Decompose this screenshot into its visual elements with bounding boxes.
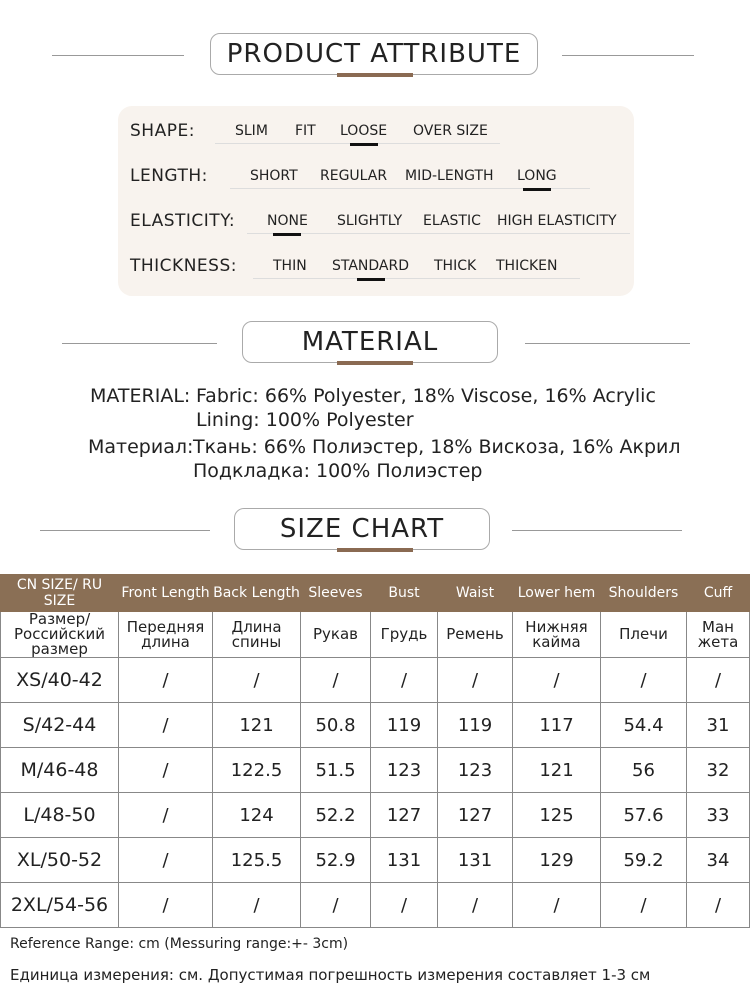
table-cell: 125.5 xyxy=(213,838,301,883)
table-cell: 127 xyxy=(438,793,513,838)
attribute-option: ELASTIC xyxy=(423,213,481,229)
table-cell: Waist xyxy=(438,575,513,612)
size-cell: L/48-50 xyxy=(1,793,119,838)
table-cell: / xyxy=(687,658,750,703)
table-row xyxy=(1,748,750,793)
table-row xyxy=(1,658,750,703)
attribute-option: HIGH ELASTICITY xyxy=(497,213,617,229)
table-cell: 34 xyxy=(687,838,750,883)
table-cell: 121 xyxy=(513,748,601,793)
attribute-option: OVER SIZE xyxy=(413,123,488,139)
attribute-option-selected: LOOSE xyxy=(340,123,388,139)
attribute-option-selected: NONE xyxy=(267,213,308,229)
attribute-label: ELASTICITY: xyxy=(130,211,236,231)
size-cell: XL/50-52 xyxy=(1,838,119,883)
table-cell: / xyxy=(371,658,438,703)
table-cell: Sleeves xyxy=(301,575,371,612)
table-cell: / xyxy=(513,658,601,703)
attribute-row xyxy=(130,211,617,231)
attribute-option: THICK xyxy=(434,258,477,274)
table-cell: / xyxy=(438,658,513,703)
table-cell: 32 xyxy=(687,748,750,793)
table-header-en xyxy=(1,575,750,612)
table-cell: 51.5 xyxy=(301,748,371,793)
attribute-option: MID-LENGTH xyxy=(405,168,494,184)
product-attribute-title xyxy=(0,33,750,77)
table-cell: / xyxy=(119,703,213,748)
table-cell: 127 xyxy=(371,793,438,838)
table-cell: / xyxy=(601,658,687,703)
table-cell: 122.5 xyxy=(213,748,301,793)
table-cell: / xyxy=(687,883,750,928)
material-en-label: MATERIAL: xyxy=(90,385,191,407)
section-heading: SIZE CHART xyxy=(234,508,490,550)
attribute-label: LENGTH: xyxy=(130,166,208,186)
table-cell: Ман жета xyxy=(687,612,750,658)
attribute-option-selected: LONG xyxy=(517,168,557,184)
attribute-option: SLIGHTLY xyxy=(337,213,403,229)
table-cell: Длина спины xyxy=(213,612,301,658)
table-cell: 121 xyxy=(213,703,301,748)
table-cell: 129 xyxy=(513,838,601,883)
size-cell: M/46-48 xyxy=(1,748,119,793)
material-en-lining: Lining: 100% Polyester xyxy=(196,409,414,431)
table-cell: / xyxy=(119,748,213,793)
attribute-option: SHORT xyxy=(250,168,298,184)
table-cell: / xyxy=(119,658,213,703)
table-row xyxy=(1,838,750,883)
section-heading: PRODUCT ATTRIBUTE xyxy=(210,33,538,75)
attribute-row xyxy=(130,121,488,141)
table-cell: / xyxy=(213,883,301,928)
table-cell: Плечи xyxy=(601,612,687,658)
size-chart-table xyxy=(0,574,750,928)
table-cell: / xyxy=(601,883,687,928)
material-ru-fabric: Ткань: 66% Полиэстер, 18% Вискоза, 16% Акрил xyxy=(193,436,681,458)
table-cell: / xyxy=(301,883,371,928)
table-cell: Ремень xyxy=(438,612,513,658)
section-heading: MATERIAL xyxy=(242,321,498,363)
table-cell: Back Length xyxy=(213,575,301,612)
table-cell: Грудь xyxy=(371,612,438,658)
attribute-option: REGULAR xyxy=(320,168,388,184)
table-cell: / xyxy=(371,883,438,928)
table-cell: 50.8 xyxy=(301,703,371,748)
table-cell: Передняя длина xyxy=(119,612,213,658)
size-cell: XS/40-42 xyxy=(1,658,119,703)
table-cell: 119 xyxy=(371,703,438,748)
table-cell: / xyxy=(213,658,301,703)
table-cell: Shoulders xyxy=(601,575,687,612)
table-cell: 123 xyxy=(371,748,438,793)
table-cell: / xyxy=(119,838,213,883)
table-cell: 131 xyxy=(371,838,438,883)
size-cell: CN SIZE/ RU SIZE xyxy=(1,575,119,612)
table-cell: 52.9 xyxy=(301,838,371,883)
table-cell: 117 xyxy=(513,703,601,748)
table-cell: 123 xyxy=(438,748,513,793)
size-cell: Размер/ Российский размер xyxy=(1,612,119,658)
table-row xyxy=(1,883,750,928)
attribute-label: THICKNESS: xyxy=(130,256,237,276)
table-cell: Front Length xyxy=(119,575,213,612)
table-cell: 131 xyxy=(438,838,513,883)
table-cell: 56 xyxy=(601,748,687,793)
reference-range-note: Reference Range: cm (Messuring range:+- 3cm) xyxy=(10,936,349,952)
attribute-row xyxy=(130,256,558,276)
table-cell: / xyxy=(513,883,601,928)
table-cell: 59.2 xyxy=(601,838,687,883)
attribute-option-selected: STANDARD xyxy=(332,258,410,274)
material-ru-lining: Подкладка: 100% Полиэстер xyxy=(193,460,483,482)
table-cell: 57.6 xyxy=(601,793,687,838)
table-row xyxy=(1,793,750,838)
table-cell: Bust xyxy=(371,575,438,612)
table-cell: 54.4 xyxy=(601,703,687,748)
table-cell: / xyxy=(438,883,513,928)
table-cell: 119 xyxy=(438,703,513,748)
table-cell: Lower hem xyxy=(513,575,601,612)
material-title xyxy=(0,321,750,365)
attribute-option: THIN xyxy=(273,258,307,274)
size-chart-title xyxy=(0,508,750,552)
table-header-ru xyxy=(1,612,750,658)
attribute-panel xyxy=(118,106,634,296)
table-cell: 125 xyxy=(513,793,601,838)
table-cell: / xyxy=(301,658,371,703)
attribute-label: SHAPE: xyxy=(130,121,195,141)
table-cell: / xyxy=(119,793,213,838)
material-en-fabric: Fabric: 66% Polyester, 18% Viscose, 16% Acrylic xyxy=(196,385,656,407)
table-cell: / xyxy=(119,883,213,928)
table-cell: 31 xyxy=(687,703,750,748)
size-cell: 2XL/54-56 xyxy=(1,883,119,928)
table-cell: 52.2 xyxy=(301,793,371,838)
table-row xyxy=(1,703,750,748)
material-ru-label: Материал: xyxy=(88,436,194,458)
table-cell: 124 xyxy=(213,793,301,838)
attribute-option: FIT xyxy=(295,123,316,139)
table-cell: 33 xyxy=(687,793,750,838)
table-cell: Нижняя кайма xyxy=(513,612,601,658)
measurement-note-ru: Единица измерения: см. Допустимая погрешность измерения составляет 1-3 см xyxy=(10,966,651,984)
attribute-option: THICKEN xyxy=(496,258,558,274)
table-cell: Рукав xyxy=(301,612,371,658)
attribute-row xyxy=(130,166,557,186)
table-cell: Cuff xyxy=(687,575,750,612)
size-cell: S/42-44 xyxy=(1,703,119,748)
attribute-option: SLIM xyxy=(235,123,268,139)
